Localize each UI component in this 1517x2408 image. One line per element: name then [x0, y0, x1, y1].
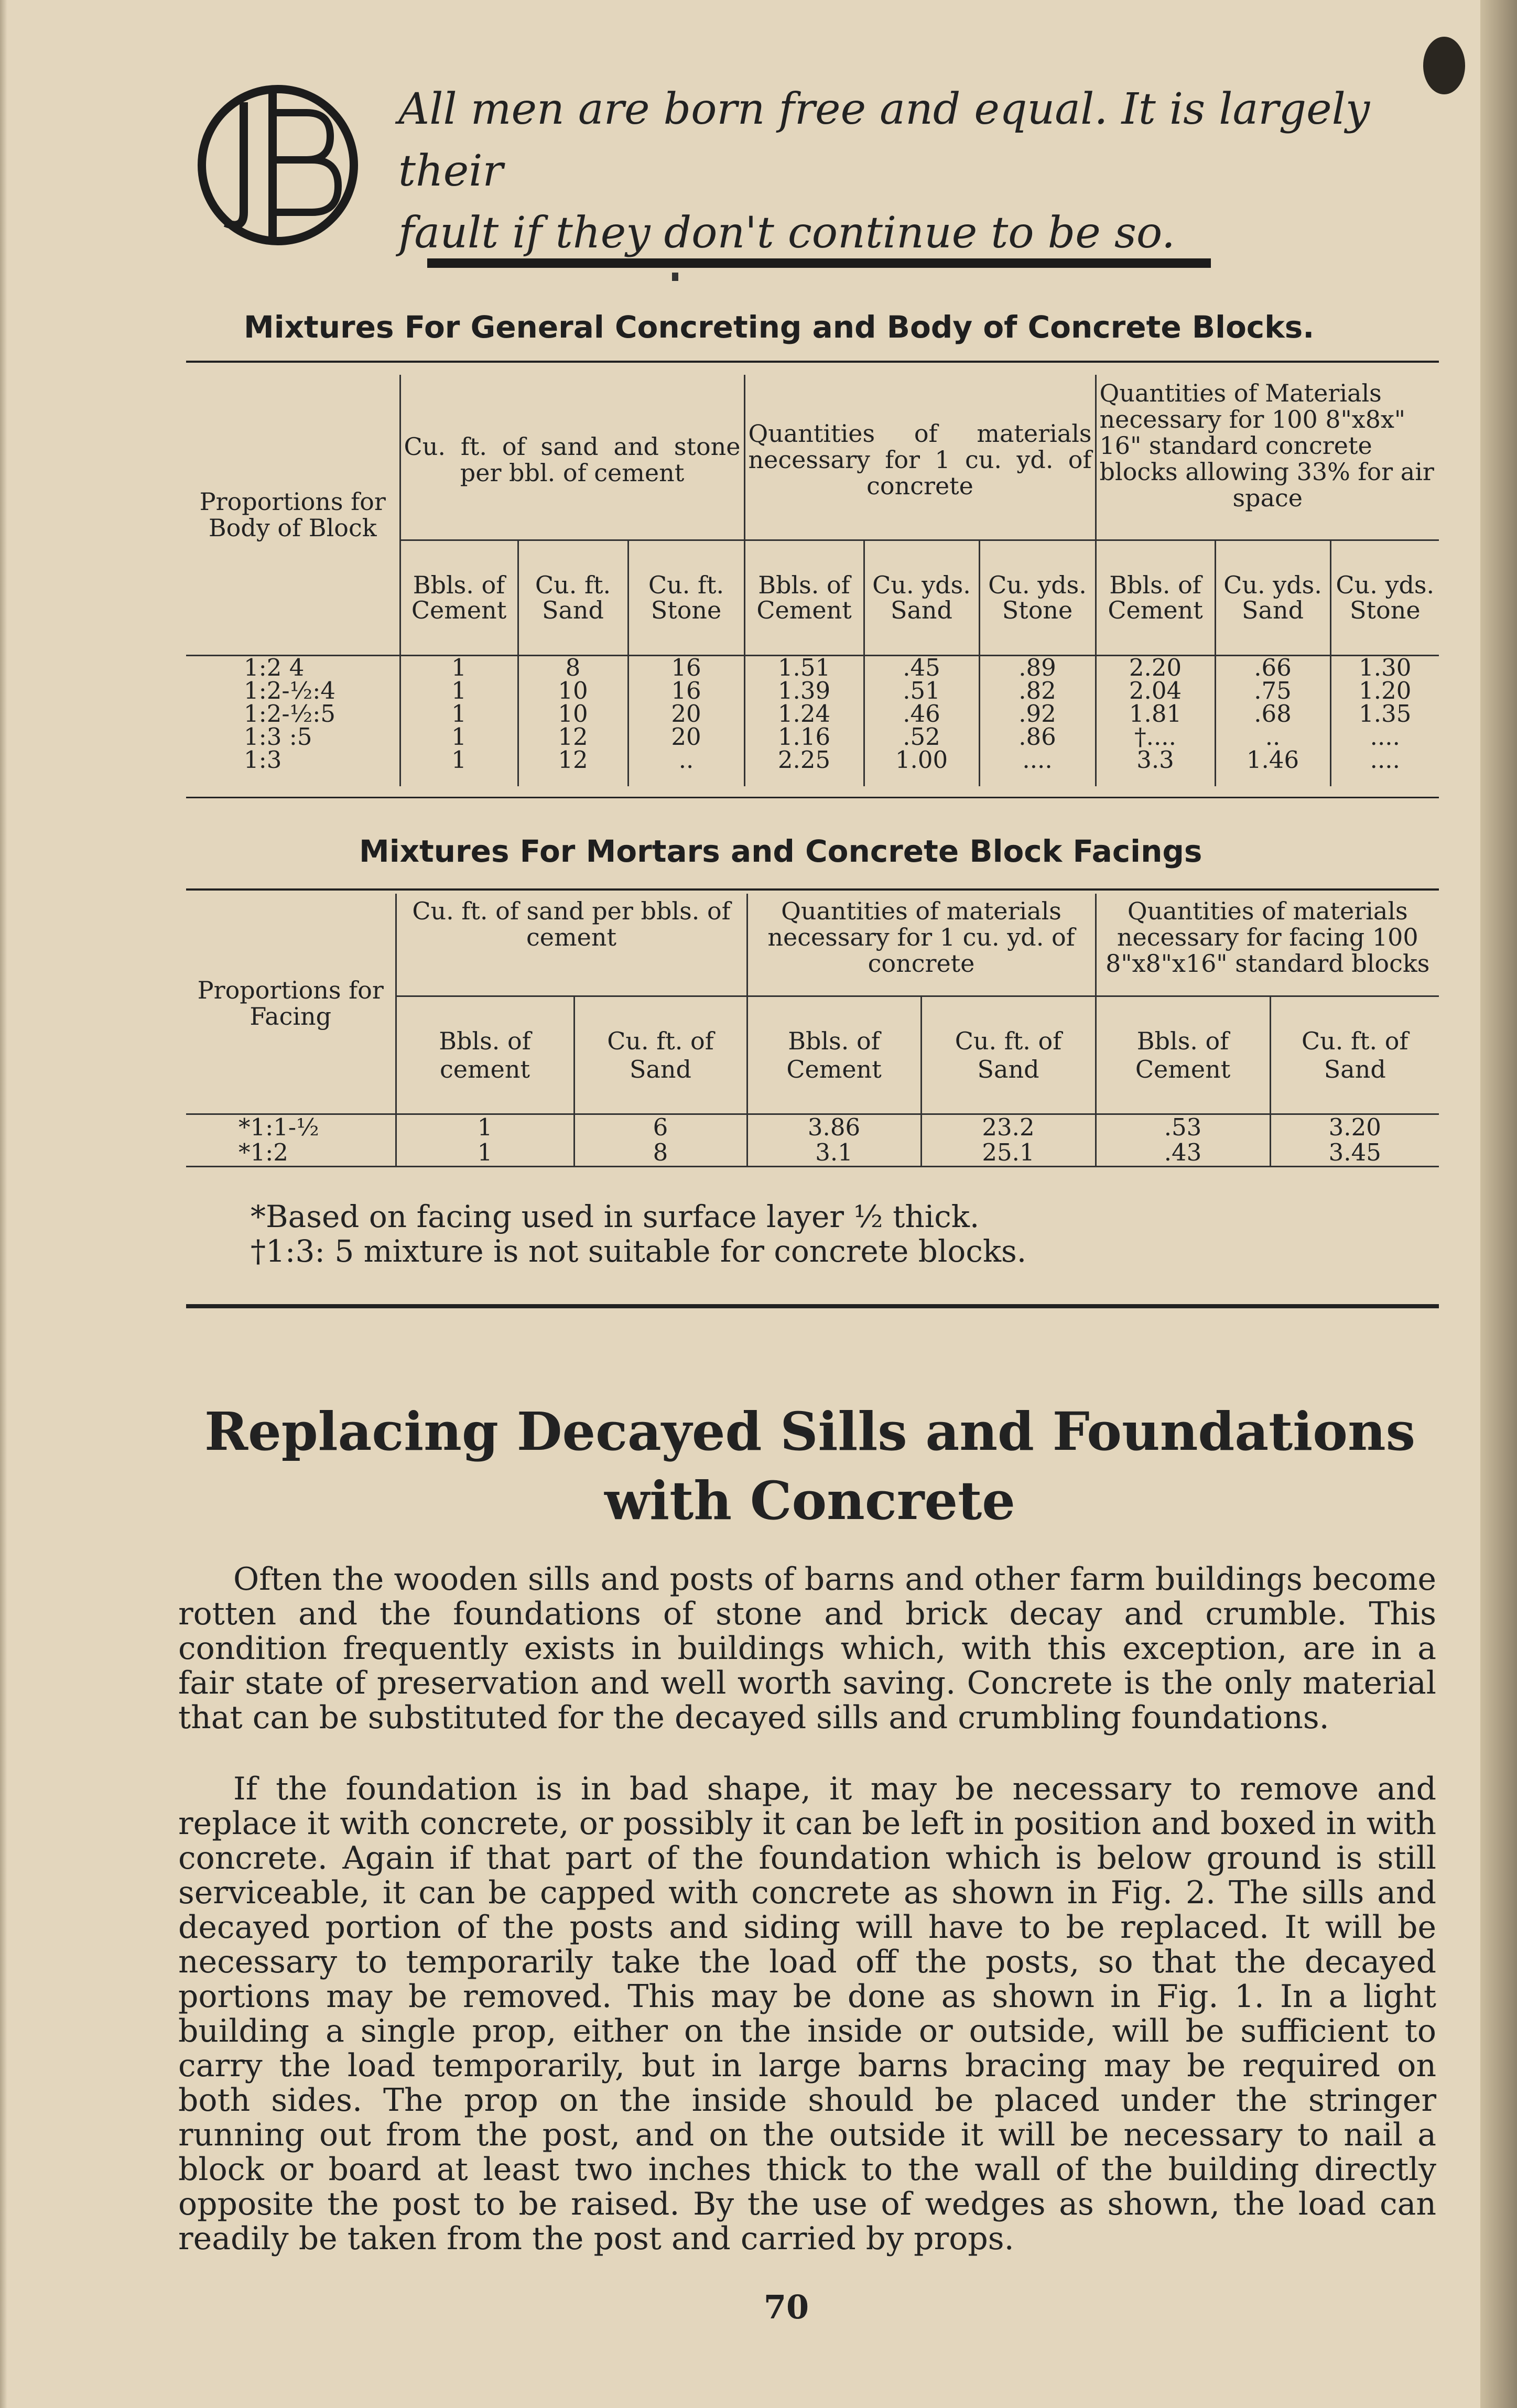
- table-cell: 1: [451, 653, 467, 681]
- table1-title: Mixtures For General Concreting and Body of Concrete Blocks.: [244, 309, 1315, 345]
- table-cell: 2.04: [1129, 676, 1182, 704]
- table1-column: [979, 655, 1096, 786]
- motto-quote: [398, 79, 1473, 264]
- table2-top-rule: [186, 888, 1439, 891]
- section-divider: [186, 1304, 1439, 1308]
- table-cell: 3.3: [1136, 745, 1174, 774]
- table1-subheader: Cu. yds. Stone: [979, 540, 1096, 655]
- table1-column: [628, 655, 744, 786]
- table-cell: 3.20: [1270, 1114, 1439, 1140]
- table-cell: 1.20: [1359, 676, 1412, 704]
- table-cell: 1: [451, 722, 467, 751]
- table-cell: 1: [396, 1114, 574, 1140]
- table2-group-header-2: Quantities of materials necessary for 1 cu. yd. of concrete: [747, 894, 1096, 996]
- table-cell: 1:2-½:4: [244, 676, 336, 704]
- monogram-logo-icon: [194, 81, 362, 249]
- table-cell: .52: [903, 722, 940, 751]
- table2-subheader: Cu. ft. of Sand: [921, 996, 1096, 1114]
- table-cell: 2.25: [777, 745, 831, 774]
- table1-column: [518, 655, 628, 786]
- footnotes: [251, 1199, 1026, 1268]
- table-cell: 20: [671, 699, 701, 728]
- table1-subheader: Bbls. of Cement: [400, 540, 518, 655]
- table-cell: .89: [1018, 653, 1056, 681]
- table-cell: .82: [1018, 676, 1056, 704]
- table-cell: 25.1: [921, 1140, 1096, 1166]
- footnote-mixture: †1:3: 5 mixture is not suitable for concrete blocks.: [251, 1233, 1027, 1269]
- table-cell: 1:3: [244, 745, 282, 774]
- table-cell: 1.46: [1246, 745, 1299, 774]
- table-cell: ....: [1370, 722, 1400, 751]
- table1-group-header-3: Quantities of Materials necessary for 100 8"x8x" 16" standard concrete blocks allowing 33% for air space: [1096, 375, 1439, 540]
- page-right-edge: [1480, 0, 1517, 2408]
- table1-group-header-1: Cu. ft. of sand and stone per bbl. of cement: [400, 375, 744, 540]
- table-cell: ..: [678, 745, 694, 774]
- table-cell: 12: [558, 745, 588, 774]
- table2-group-header-3: Quantities of materials necessary for facing 100 8"x8"x16" standard blocks: [1096, 894, 1439, 996]
- article-heading: Replacing Decayed Sills and Foundations with Concrete: [204, 1401, 1415, 1532]
- table-cell: 1.00: [895, 745, 948, 774]
- table-cell: .66: [1254, 653, 1292, 681]
- page-number: 70: [763, 2288, 809, 2326]
- table-cell: *1:2: [186, 1140, 396, 1166]
- table1-subheader: Bbls. of Cement: [1096, 540, 1215, 655]
- table-cell: 1.24: [777, 699, 831, 728]
- decorative-mark: [672, 273, 678, 281]
- article-paragraph-2: If the foundation is in bad shape, it may be necessary to remove and replace it with concrete, or possibly it can be left in position and boxed in with concrete. Again if that part of the foundation which is below ground is still serviceable, it can be capped with concrete as shown in Fig. 2. The sills and decayed portion of the posts and siding will have to be replaced. It will be necessary to temporarily take the load off the posts, so that the decayed portions may be removed. This may be done as shown in Fig. 1. In a light building a single prop, either on the inside or outside, will be sufficient to carry the load temporarily, but in large barns bracing may be required on both sides. The prop on the inside should be placed under the stringer running out from the post, and on the outside it will be necessary to nail a block or board at least two inches thick to the wall of the building directly opposite the post to be raised. By the use of wedges as shown, the load can readily be taken from the post and carried by props.: [178, 1771, 1436, 2257]
- table-cell: 2.20: [1129, 653, 1182, 681]
- table-cell: 12: [558, 722, 588, 751]
- table-cell: ....: [1370, 745, 1400, 774]
- table2-title: Mixtures For Mortars and Concrete Block Facings: [359, 833, 1202, 869]
- table1-column: [864, 655, 979, 786]
- table-cell: 1: [451, 745, 467, 774]
- table-cell: 3.86: [747, 1114, 921, 1140]
- motto-line-1: All men are born free and equal. It is largely their: [398, 84, 1370, 196]
- table-cell: .43: [1096, 1140, 1270, 1166]
- table-cell: †....: [1134, 722, 1176, 751]
- motto-line-2: fault if they don't continue to be so.: [398, 208, 1175, 258]
- general-concreting-table: [186, 375, 1439, 786]
- table1-subheader: Cu. yds. Sand: [864, 540, 979, 655]
- table-cell: 1.35: [1359, 699, 1412, 728]
- footnote-facing: *Based on facing used in surface layer ½ thick.: [251, 1199, 980, 1234]
- table-cell: 1.16: [777, 722, 831, 751]
- table-cell: .75: [1254, 676, 1292, 704]
- table-cell: .51: [903, 676, 940, 704]
- table-cell: .46: [903, 699, 940, 728]
- table-cell: 1.81: [1129, 699, 1182, 728]
- table-cell: 10: [558, 699, 588, 728]
- table-cell: 6: [574, 1114, 747, 1140]
- table-cell: 23.2: [921, 1114, 1096, 1140]
- table1-group-header-2: Quantities of materials necessary for 1 cu. yd. of concrete: [744, 375, 1096, 540]
- table-cell: 1: [451, 699, 467, 728]
- table1-subheader: Cu. ft. Stone: [628, 540, 744, 655]
- table-cell: .68: [1254, 699, 1292, 728]
- table2-subheader: Bbls. of Cement: [747, 996, 921, 1114]
- table-cell: 1:3 :5: [244, 722, 312, 751]
- table1-column: [400, 655, 518, 786]
- table1-subheader: Cu. yds. Stone: [1330, 540, 1439, 655]
- table-cell: 1:2 4: [244, 653, 305, 681]
- table1-column: [744, 655, 864, 786]
- table1-subheader: Cu. yds. Sand: [1215, 540, 1330, 655]
- table-cell: 8: [574, 1140, 747, 1166]
- table-cell: *1:1-½: [186, 1114, 396, 1140]
- table-cell: ....: [1022, 745, 1053, 774]
- table2-subheader: Bbls. of Cement: [1096, 996, 1270, 1114]
- table-cell: 16: [671, 676, 701, 704]
- table1-column: [1215, 655, 1330, 786]
- table1-proportions-column: [186, 655, 400, 786]
- table1-top-rule: [186, 361, 1439, 363]
- mortar-facings-table: [186, 894, 1439, 1167]
- table-cell: 16: [671, 653, 701, 681]
- article-paragraph-1: Often the wooden sills and posts of barns and other farm buildings become rotten and the foundations of stone and brick decay and crumble. This condition frequently exists in buildings which, with this exception, are in a fair state of preservation and well worth saving. Concrete is the only material that can be substituted for the decayed sills and crumbling foundations.: [178, 1561, 1436, 1736]
- table-cell: .45: [903, 653, 940, 681]
- table1-bottom-rule: [186, 797, 1439, 798]
- table2-subheader: Bbls. of cement: [396, 996, 574, 1114]
- table-cell: 3.1: [747, 1140, 921, 1166]
- table1-column: [1330, 655, 1439, 786]
- table-cell: 10: [558, 676, 588, 704]
- table1-stub-header: Proportions for Body of Block: [199, 487, 386, 542]
- table2-stub-header: Proportions for Facing: [197, 976, 384, 1031]
- page-left-edge: [0, 0, 7, 2408]
- table-cell: .53: [1096, 1114, 1270, 1140]
- table2-subheader: Cu. ft. of Sand: [1270, 996, 1439, 1114]
- table2-group-header-1: Cu. ft. of sand per bbls. of cement: [396, 894, 747, 996]
- table1-column: [1096, 655, 1215, 786]
- table-cell: 1.39: [777, 676, 831, 704]
- table-cell: 8: [565, 653, 581, 681]
- table-cell: 3.45: [1270, 1140, 1439, 1166]
- table2-subheader: Cu. ft. of Sand: [574, 996, 747, 1114]
- table-cell: 1.30: [1359, 653, 1412, 681]
- table1-subheader: Cu. ft. Sand: [518, 540, 628, 655]
- table-cell: ..: [1265, 722, 1281, 751]
- table-cell: 1.51: [777, 653, 831, 681]
- table-cell: 20: [671, 722, 701, 751]
- table1-subheader: Bbls. of Cement: [744, 540, 864, 655]
- table-cell: 1:2-½:5: [244, 699, 336, 728]
- table-cell: 1: [396, 1140, 574, 1166]
- table-cell: .92: [1018, 699, 1056, 728]
- table-cell: 1: [451, 676, 467, 704]
- motto-divider: [427, 258, 1211, 268]
- table-cell: .86: [1018, 722, 1056, 751]
